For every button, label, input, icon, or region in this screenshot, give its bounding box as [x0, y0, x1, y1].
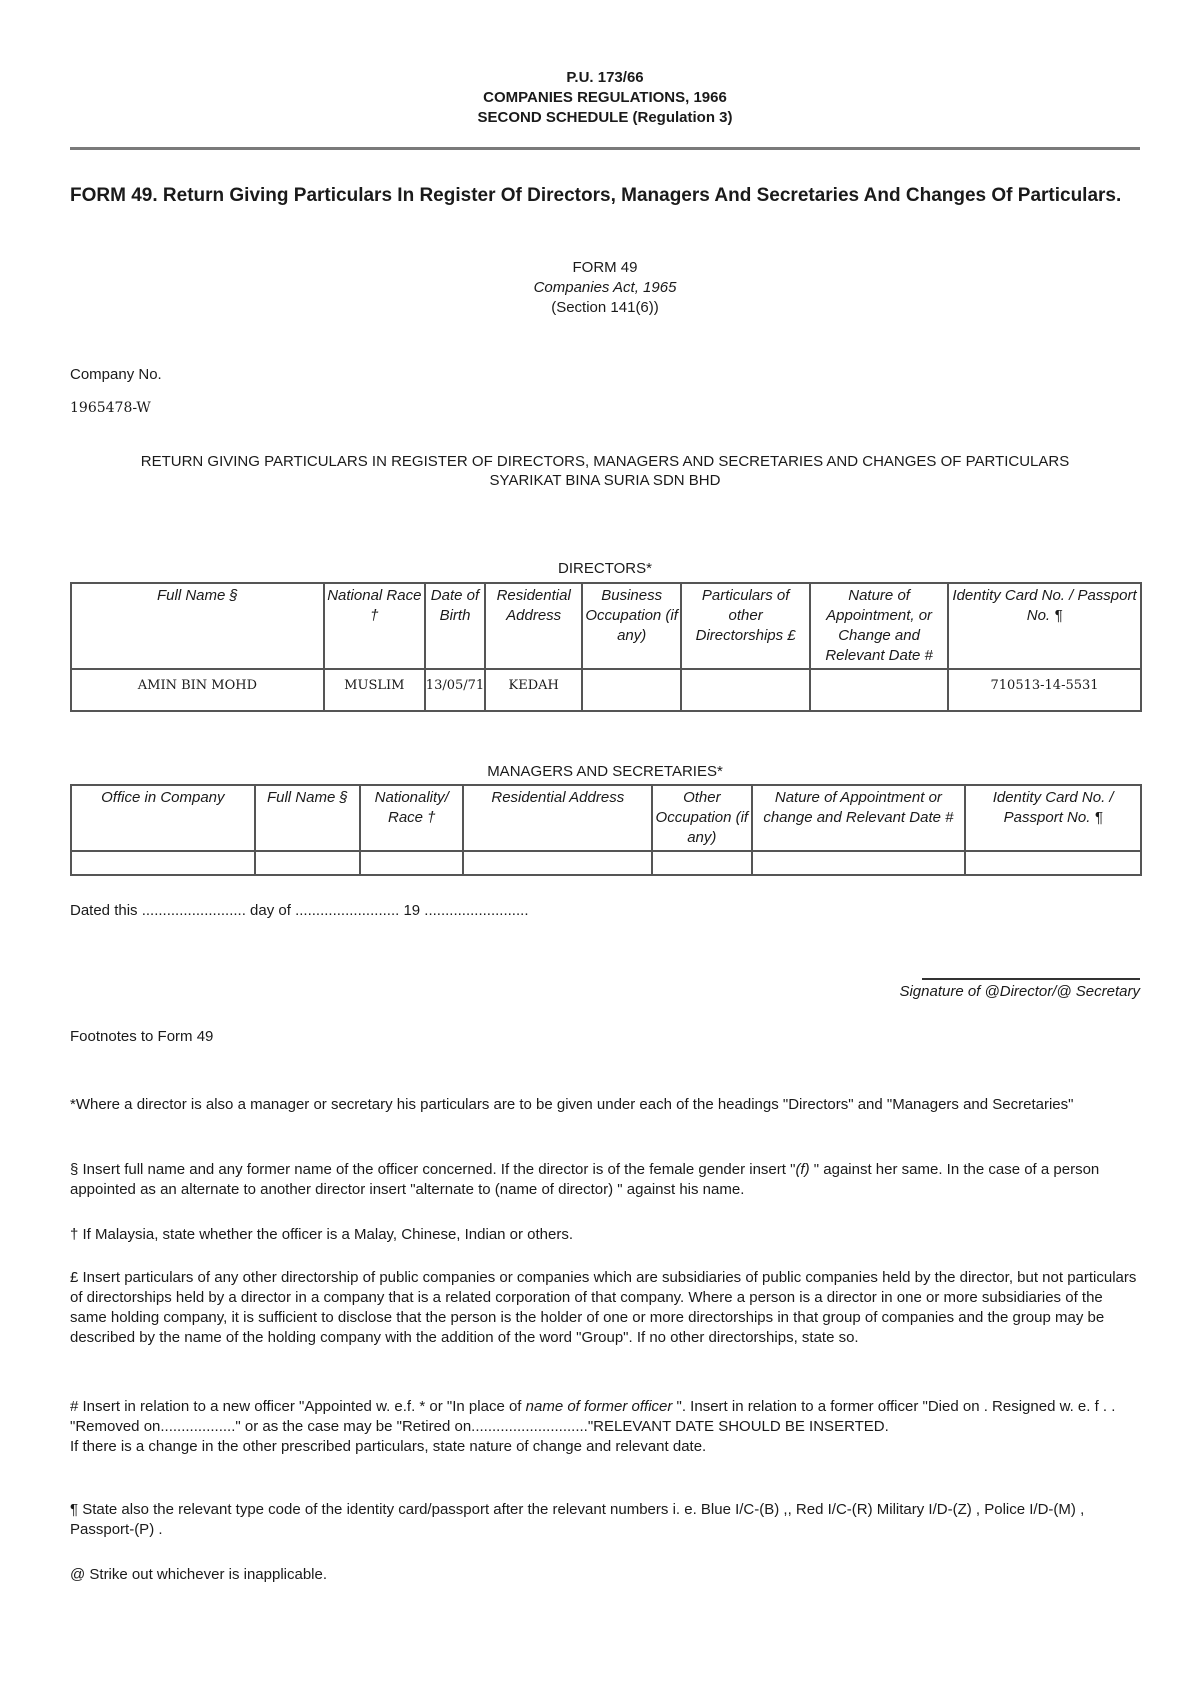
- footnote-full-name: [70, 1160, 1140, 1200]
- managers-header-cell: Full Name §: [255, 785, 360, 851]
- director-race: MUSLIM: [324, 669, 425, 711]
- managers-caption: MANAGERS AND SECRETARIES*: [487, 763, 723, 780]
- footnote-strike-out: @ Strike out whichever is inapplicable.: [70, 1566, 328, 1583]
- form-number: FORM 49: [572, 259, 638, 276]
- directors-header-cell: Particulars of other Directorships £: [681, 583, 810, 669]
- managers-header-cell: Nature of Appointment or change and Relevant Date #: [752, 785, 966, 851]
- footnote-text: # Insert in relation to a new officer "Appointed w. e.f. * or "In place of: [70, 1398, 526, 1415]
- managers-header-cell: Other Occupation (if any): [652, 785, 751, 851]
- footnote-text: § Insert full name and any former name of the officer concerned. If the director is of the female gender insert ": [70, 1161, 796, 1178]
- manager-cell: [360, 851, 463, 875]
- manager-cell: [71, 851, 255, 875]
- header-divider: [70, 147, 1140, 150]
- director-dob: 13/05/71: [425, 669, 485, 711]
- return-heading: RETURN GIVING PARTICULARS IN REGISTER OF DIRECTORS, MANAGERS AND SECRETARIES AND CHANGES OF PARTICULARS: [140, 453, 1070, 470]
- managers-header-cell: Residential Address: [463, 785, 652, 851]
- footnote-identity-card: ¶ State also the relevant type code of the identity card/passport after the relevant numbers i. e. Blue I/C-(B) ,, Red I/C-(R) Military I/D-(Z) , Police I/D-(M) , Passport-(P) .: [70, 1501, 1085, 1538]
- table-row: [71, 851, 1141, 875]
- directors-header-cell: Residential Address: [485, 583, 582, 669]
- directors-header-cell: Business Occupation (if any): [582, 583, 681, 669]
- footnote-text: " against her same. In the case of a person appointed as an alternate to another director insert "alternate to (name of director) " against his name.: [70, 1161, 1100, 1198]
- footnote-race: † If Malaysia, state whether the officer is a Malay, Chinese, Indian or others.: [70, 1226, 574, 1243]
- director-full-name: AMIN BIN MOHD: [71, 669, 324, 711]
- table-row: [71, 669, 1141, 711]
- footnote-text: If there is a change in the other prescribed particulars, state nature of change and relevant date.: [70, 1438, 707, 1455]
- manager-cell: [965, 851, 1141, 875]
- director-occupation: [582, 669, 681, 711]
- header-line-3: SECOND SCHEDULE (Regulation 3): [477, 109, 733, 126]
- footnotes-title: Footnotes to Form 49: [70, 1028, 214, 1045]
- manager-cell: [463, 851, 652, 875]
- directors-header-cell: Date of Birth: [425, 583, 485, 669]
- return-heading-block: [70, 452, 1140, 490]
- signature-line: [922, 978, 1140, 980]
- directors-header-cell: Full Name §: [71, 583, 324, 669]
- header-line-1: P.U. 173/66: [566, 69, 644, 86]
- page-title: FORM 49. Return Giving Particulars In Register Of Directors, Managers And Secretaries And Changes Of Particulars.: [70, 185, 1122, 206]
- footnote-text: ". Insert in relation to a former officer "Died on . Resigned w. e. f . . "Removed on.................." or as the case may be "Retired on............................"RELEVANT DATE SHOULD BE INSERTED.: [70, 1398, 1116, 1435]
- manager-cell: [255, 851, 360, 875]
- manager-cell: [752, 851, 966, 875]
- form-act: Companies Act, 1965: [533, 279, 677, 296]
- directors-header-cell: Identity Card No. / Passport No. ¶: [948, 583, 1141, 669]
- footnote-text: (f): [795, 1161, 810, 1178]
- directors-header-cell: National Race †: [324, 583, 425, 669]
- dated-line: Dated this ......................... day of ......................... 19 .........................: [70, 902, 529, 919]
- directors-header-cell: Nature of Appointment, or Change and Relevant Date #: [810, 583, 948, 669]
- managers-header-cell: Identity Card No. / Passport No. ¶: [965, 785, 1141, 851]
- managers-header-cell: Office in Company: [71, 785, 255, 851]
- footnote-text: name of former officer: [525, 1398, 673, 1415]
- director-ic-number: 710513-14-5531: [948, 669, 1141, 711]
- header: [70, 68, 1140, 128]
- managers-header-row: [71, 785, 1141, 851]
- directors-table: [70, 582, 1142, 712]
- footnote-directors: *Where a director is also a manager or secretary his particulars are to be given under each of the headings "Directors" and "Managers and Secretaries": [70, 1096, 1074, 1113]
- company-number-label: Company No.: [70, 366, 162, 383]
- company-name: SYARIKAT BINA SURIA SDN BHD: [489, 472, 721, 489]
- director-other-directorships: [681, 669, 810, 711]
- directors-caption: DIRECTORS*: [558, 560, 652, 577]
- footnote-directorships: £ Insert particulars of any other directorship of public companies or companies which are subsidiaries of public companies held by the director, but not particulars of directorships held by a director in a company that is a related corporation of that company. Where a person is a director in one or more subsidiaries of the same holding company, it is sufficient to disclose that the person is the holder of one or more directorships in that group of companies and the group may be described by the name of the holding company with the addition of the word "Group". If no other directorships, state so.: [70, 1269, 1137, 1346]
- director-address: KEDAH: [485, 669, 582, 711]
- directors-header-row: [71, 583, 1141, 669]
- company-number-value: 1965478-W: [70, 400, 151, 416]
- header-line-2: COMPANIES REGULATIONS, 1966: [483, 89, 727, 106]
- footnote-appointment: [70, 1397, 1140, 1457]
- form-block: [70, 258, 1140, 318]
- managers-table: [70, 784, 1142, 876]
- manager-cell: [652, 851, 751, 875]
- managers-header-cell: Nationality/ Race †: [360, 785, 463, 851]
- signature-caption: Signature of @Director/@ Secretary: [899, 983, 1140, 1000]
- director-appointment: [810, 669, 948, 711]
- form-section: (Section 141(6)): [551, 299, 659, 316]
